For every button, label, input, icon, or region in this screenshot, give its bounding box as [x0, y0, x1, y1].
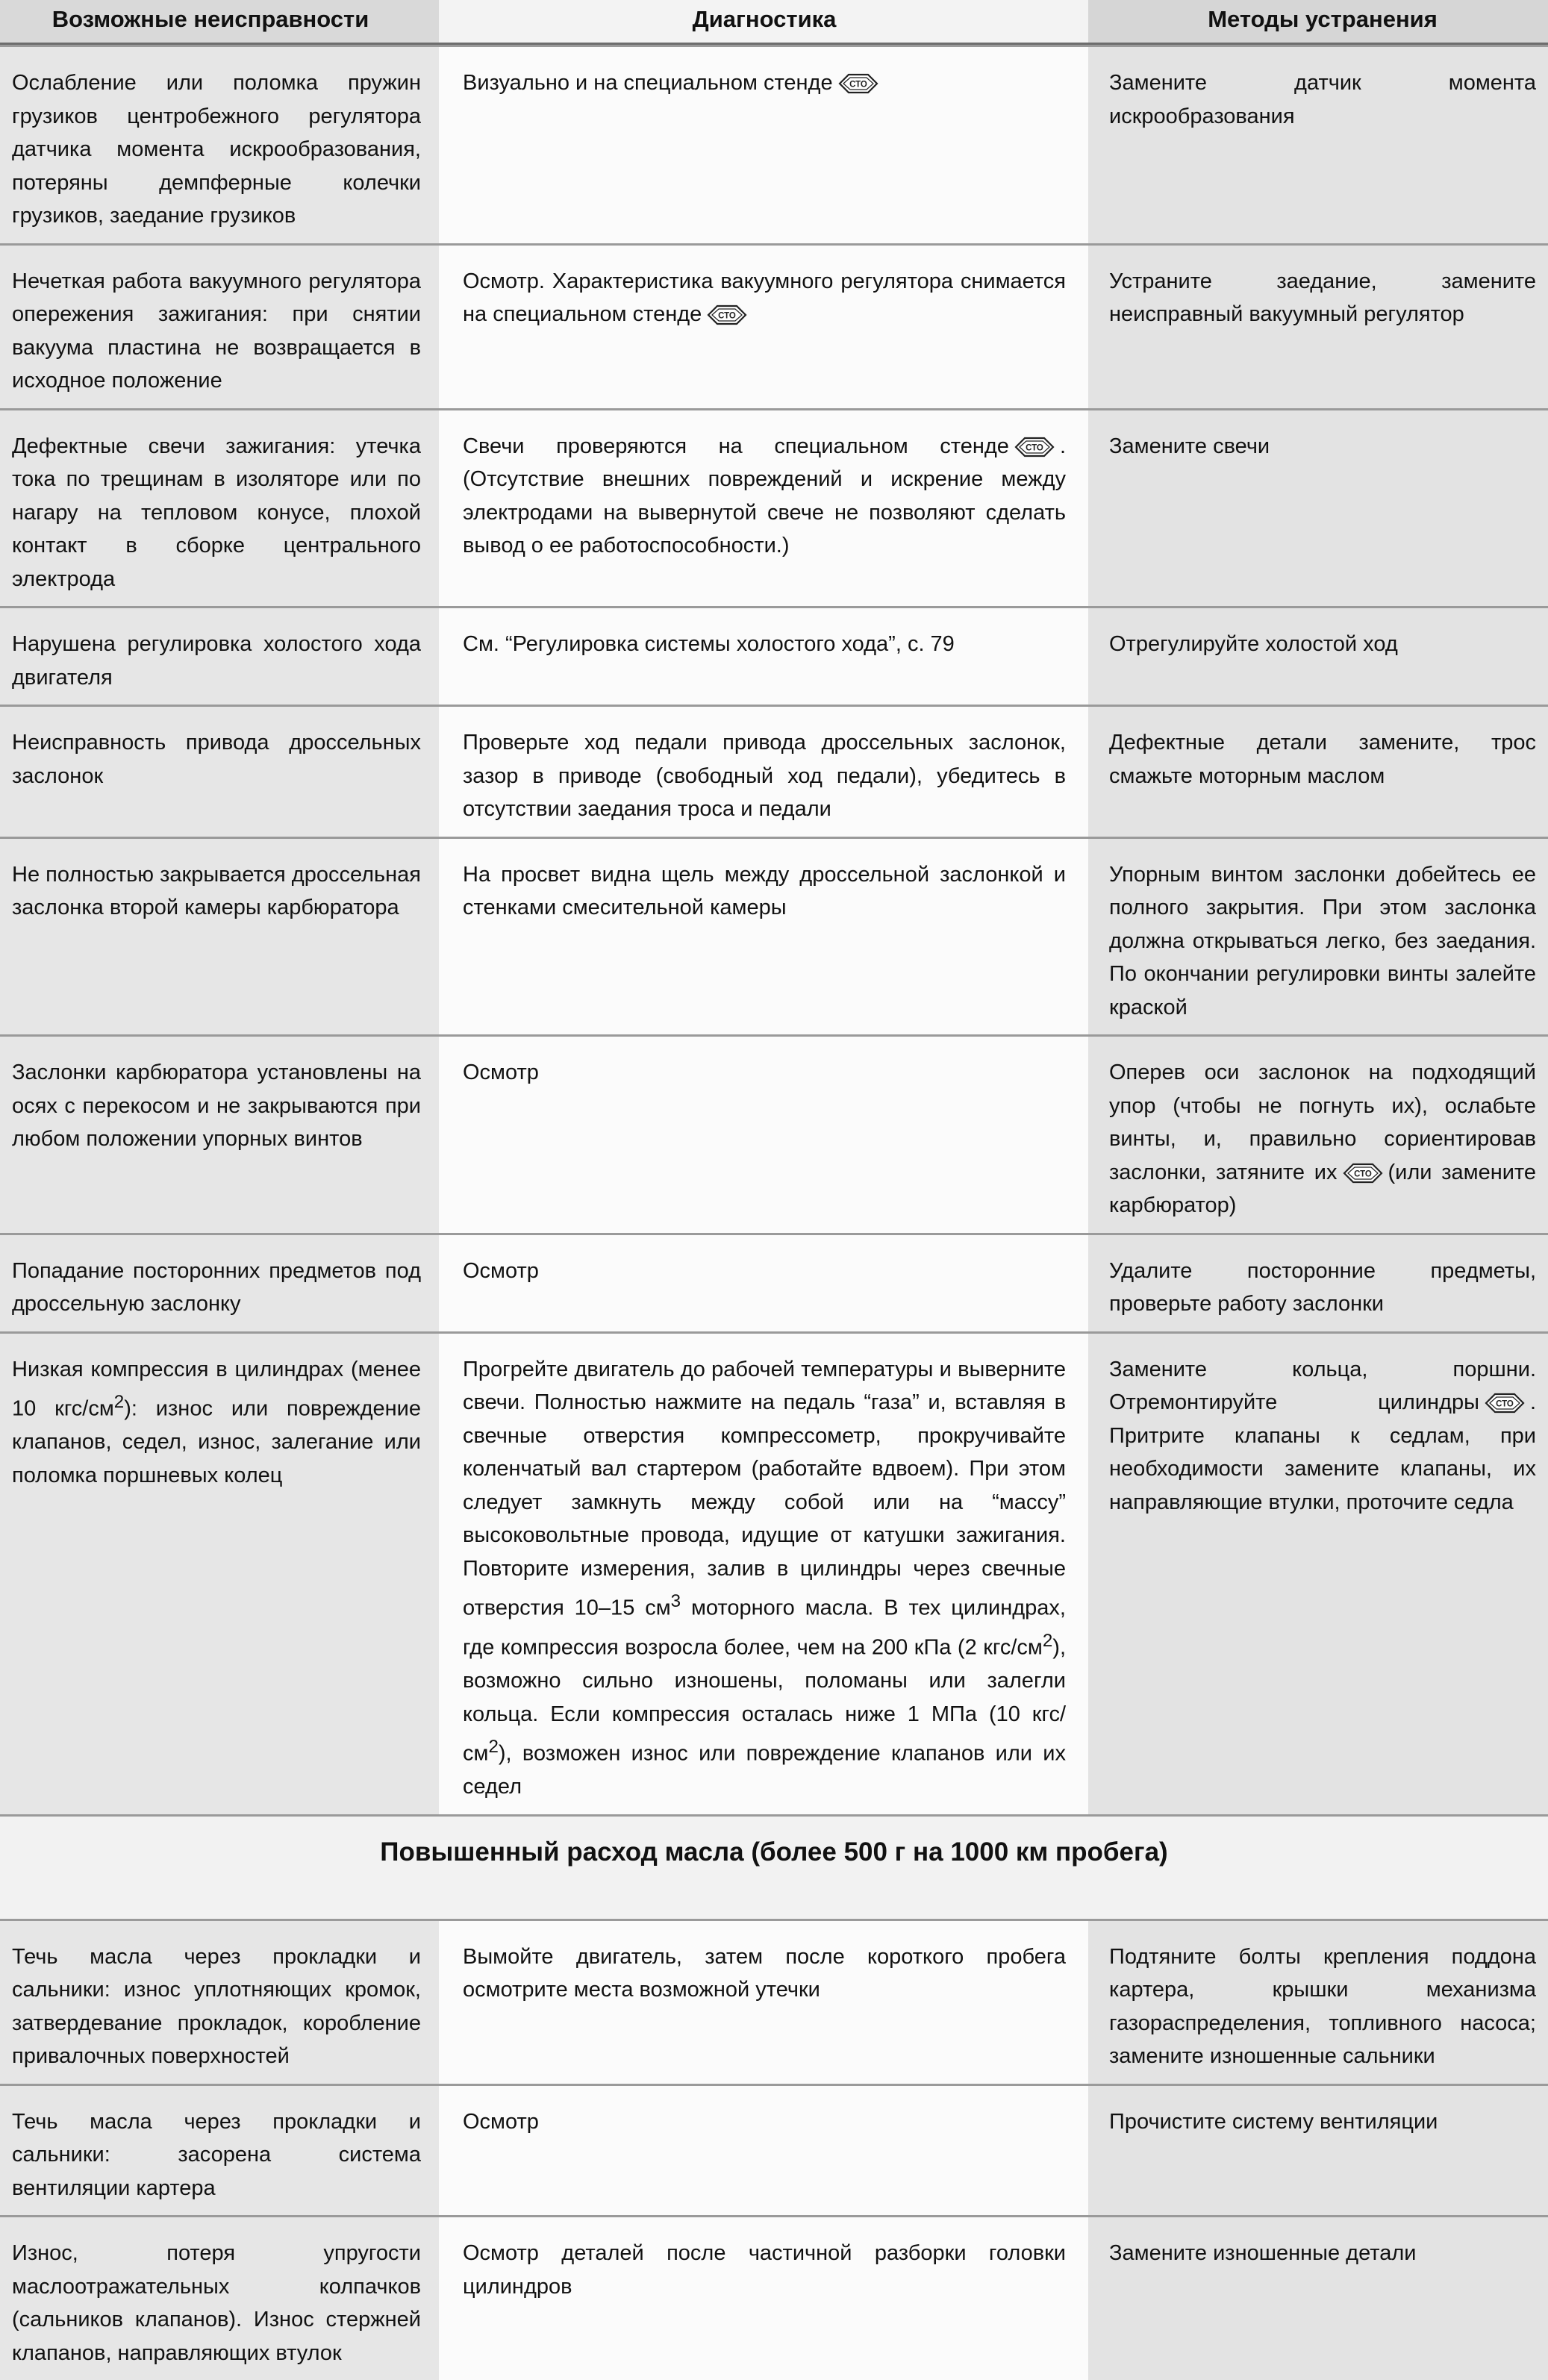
diagnostic-cell: См. “Регулировка системы холостого хода”, с. 79: [439, 606, 1088, 705]
remedy-cell: Дефектные детали замените, трос смажьте моторным маслом: [1088, 705, 1548, 837]
service-station-icon: [837, 72, 879, 95]
fault-cell: Течь масла через прокладки и сальники: износ уплотняющих кромок, затвердевание прокладок, коробление привалочных поверхностей: [0, 1919, 439, 2084]
fault-cell: Не полностью закрывается дроссельная заслонка второй камеры карбюратора: [0, 837, 439, 1035]
diagnostic-cell: Вымойте двигатель, затем после короткого пробега осмотрите места возможной утечки: [439, 1919, 1088, 2084]
remedy-cell: Устраните заедание, замените неисправный вакуумный регулятор: [1088, 243, 1548, 408]
remedy-cell: Удалите посторонние предметы, проверьте работу заслонки: [1088, 1233, 1548, 1331]
diagnostic-cell: [439, 243, 1088, 408]
remedy-cell: Подтяните болты крепления поддона картера, крышки механизма газораспределения, топливного насоса; замените изношенные сальники: [1088, 1919, 1548, 2084]
diagnostic-text-cont: ), возможно сильно изношены, поломаны или залегли кольца. Если компрессия осталась ниже 1 МПа (10 кгс/см: [463, 1635, 1066, 1766]
remedy-text: Замените кольца, поршни. Отремонтируйте цилиндры: [1109, 1357, 1536, 1414]
svg-text:СТО: СТО: [849, 80, 867, 90]
header-remedies: Методы устранения: [1088, 0, 1548, 45]
service-station-icon: [706, 304, 748, 326]
remedy-cell: [1088, 1331, 1548, 1814]
fault-cell: Нарушена регулировка холостого хода двигателя: [0, 606, 439, 705]
remedy-cell: Замените свечи: [1088, 408, 1548, 607]
fault-cell: Попадание посторонних предметов под дроссельную заслонку: [0, 1233, 439, 1331]
superscript: 2: [113, 1392, 125, 1412]
diagnostic-text-cont: моторного масла. В тех цилиндрах, где компрессия возросла более, чем на 200 кПа (2 кгс/см: [463, 1596, 1066, 1660]
remedy-cell: [1088, 1034, 1548, 1233]
diagnostic-text-cont: ), возможен износ или повреждение клапанов или их седел: [463, 1741, 1066, 1799]
svg-text:СТО: СТО: [718, 311, 737, 321]
diagnostic-cell: Осмотр: [439, 1034, 1088, 1233]
fault-text-cont: ): износ или повреждение клапанов, седел, износ, залегание или поломка поршневых колец: [12, 1396, 421, 1487]
diagnostic-cell: На просвет видна щель между дроссельной заслонкой и стенками смесительной камеры: [439, 837, 1088, 1035]
diagnostic-cell: Осмотр: [439, 1233, 1088, 1331]
fault-cell: Заслонки карбюратора установлены на осях с перекосом и не закрываются при любом положении упорных винтов: [0, 1034, 439, 1233]
remedy-cell: Прочистите систему вентиляции: [1088, 2084, 1548, 2216]
remedy-cell: Упорным винтом заслонки добейтесь ее полного закрытия. При этом заслонка должна открываться легко, без заедания. По окончании регулировки винты залейте краской: [1088, 837, 1548, 1035]
fault-cell: [0, 1331, 439, 1814]
header-faults: Возможные неисправности: [0, 0, 439, 45]
svg-text:СТО: СТО: [1353, 1169, 1372, 1179]
diagnostic-text: Прогрейте двигатель до рабочей температуры и выверните свечи. Полностью нажмите на педаль “газа” и, вставляя в свечные отверстия компрессометр, прокручивайте коленчатый вал стартером (работайте вдвоем). При этом следует замкнуть между собой или на “массу” высоковольтные провода, идущие от катушки зажигания. Повторите измерения, залив в цилиндры через свечные отверстия 10–15 см: [463, 1357, 1066, 1620]
diagnostic-cell: [439, 408, 1088, 607]
superscript: 2: [488, 1737, 499, 1758]
fault-cell: Неисправность привода дроссельных заслонок: [0, 705, 439, 837]
remedy-text: Оперев оси заслонок на подходящий упор (чтобы не погнуть их), ослабьте винты, и, правильно сориентировав заслонки, затяните их: [1109, 1061, 1536, 1184]
diagnostic-text: Визуально и на специальном стенде: [463, 71, 833, 95]
service-station-icon: [1484, 1392, 1526, 1414]
remedy-text-cont: (или замените карбюратор): [1109, 1160, 1536, 1217]
section-heading: Повышенный расход масла (более 500 г на 1000 км пробега): [0, 1814, 1548, 1919]
fault-cell: Нечеткая работа вакуумного регулятора опережения зажигания: при снятии вакуума пластина не возвращается в исходное положение: [0, 243, 439, 408]
diagnostic-cell: [439, 45, 1088, 243]
fault-cell: Износ, потеря упругости маслоотражательных колпачков (сальников клапанов). Износ стержней клапанов, направляющих втулок: [0, 2215, 439, 2380]
header-diagnostics: Диагностика: [439, 0, 1088, 45]
fault-text: Низкая компрессия в цилиндрах (менее 10 кгс/см: [12, 1357, 421, 1421]
remedy-cell: Замените датчик момента искрообразования: [1088, 45, 1548, 243]
diagnostic-cell: Осмотр деталей после частичной разборки головки цилиндров: [439, 2215, 1088, 2380]
diagnostic-text: Свечи проверяются на специальном стенде: [463, 434, 1009, 458]
fault-cell: Дефектные свечи зажигания: утечка тока по трещинам в изоляторе или по нагару на тепловом конусе, плохой контакт в сборке центрального электрода: [0, 408, 439, 607]
superscript: 3: [670, 1591, 681, 1611]
diagnostic-cell: Проверьте ход педали привода дроссельных заслонок, зазор в приводе (свободный ход педали), убедитесь в отсутствии заедания троса и педали: [439, 705, 1088, 837]
diagnostic-cell: Осмотр: [439, 2084, 1088, 2216]
superscript: 2: [1042, 1631, 1053, 1652]
fault-cell: Течь масла через прокладки и сальники: засорена система вентиляции картера: [0, 2084, 439, 2216]
service-station-icon: [1342, 1162, 1384, 1184]
remedy-cell: Отрегулируйте холостой ход: [1088, 606, 1548, 705]
remedy-cell: Замените изношенные детали: [1088, 2215, 1548, 2380]
service-station-icon: [1014, 436, 1055, 458]
diagnostic-text-cont: . (Отсутствие внешних повреждений и искрение между электродами на вывернутой свече не позволяют сделать вывод о ее работоспособности.): [463, 434, 1066, 557]
fault-cell: Ослабление или поломка пружин грузиков центробежного регулятора датчика момента искрообразования, потеряны демпферные колечки грузиков, заедание грузиков: [0, 45, 439, 243]
diagnostic-cell: [439, 1331, 1088, 1814]
svg-text:СТО: СТО: [1026, 443, 1043, 453]
remedy-text-cont: . Притрите клапаны к седлам, при необходимости замените клапаны, их направляющие втулки, проточите седла: [1109, 1390, 1536, 1514]
svg-text:СТО: СТО: [1496, 1399, 1514, 1409]
diagnostic-text: Осмотр. Характеристика вакуумного регулятора снимается на специальном стенде: [463, 269, 1066, 326]
